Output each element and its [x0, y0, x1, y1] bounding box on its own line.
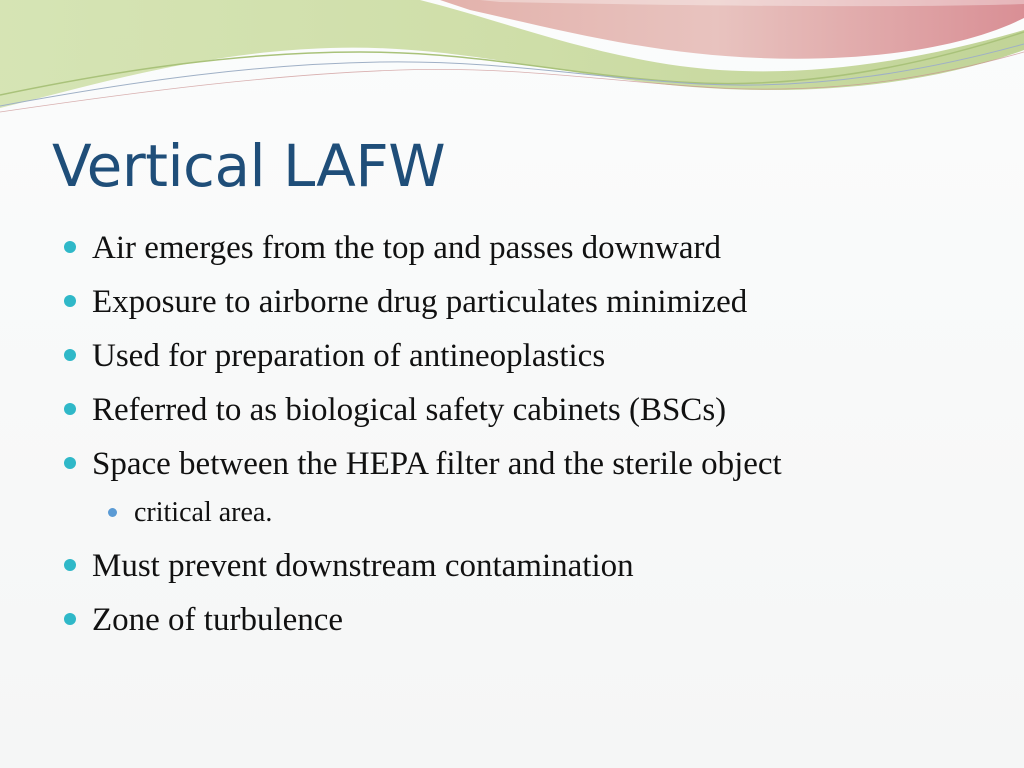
- bullet-dot-icon: [64, 457, 76, 469]
- bullet-item: [62, 221, 1002, 275]
- bullet-text: Air emerges from the top and passes downward: [92, 230, 721, 266]
- bullet-text: Space between the HEPA filter and the sterile object: [92, 446, 782, 482]
- bullet-dot-icon: [64, 241, 76, 253]
- bullet-item: [62, 437, 1002, 491]
- bullet-dot-icon: [64, 559, 76, 571]
- bullet-text: Exposure to airborne drug particulates minimized: [92, 284, 748, 320]
- bullet-item: [62, 329, 1002, 383]
- bullet-item: [62, 383, 1002, 437]
- bullet-dot-icon: [64, 295, 76, 307]
- bullet-list: [62, 221, 1002, 647]
- sub-bullet-dot-icon: [108, 508, 117, 517]
- bullet-text: Referred to as biological safety cabinets (BSCs): [92, 392, 727, 428]
- bullet-dot-icon: [64, 349, 76, 361]
- bullet-item: [62, 539, 1002, 593]
- sub-bullet-text: critical area.: [134, 497, 273, 528]
- sub-bullet-item: [62, 491, 1002, 535]
- bullet-dot-icon: [64, 403, 76, 415]
- slide-title: Vertical LAFW: [52, 132, 446, 200]
- bullet-dot-icon: [64, 613, 76, 625]
- bullet-item: [62, 275, 1002, 329]
- header-swoosh-decoration: [0, 0, 1024, 120]
- bullet-text: Used for preparation of antineoplastics: [92, 338, 606, 374]
- bullet-text: Zone of turbulence: [92, 602, 344, 638]
- bullet-item: [62, 593, 1002, 647]
- bullet-text: Must prevent downstream contamination: [92, 548, 634, 584]
